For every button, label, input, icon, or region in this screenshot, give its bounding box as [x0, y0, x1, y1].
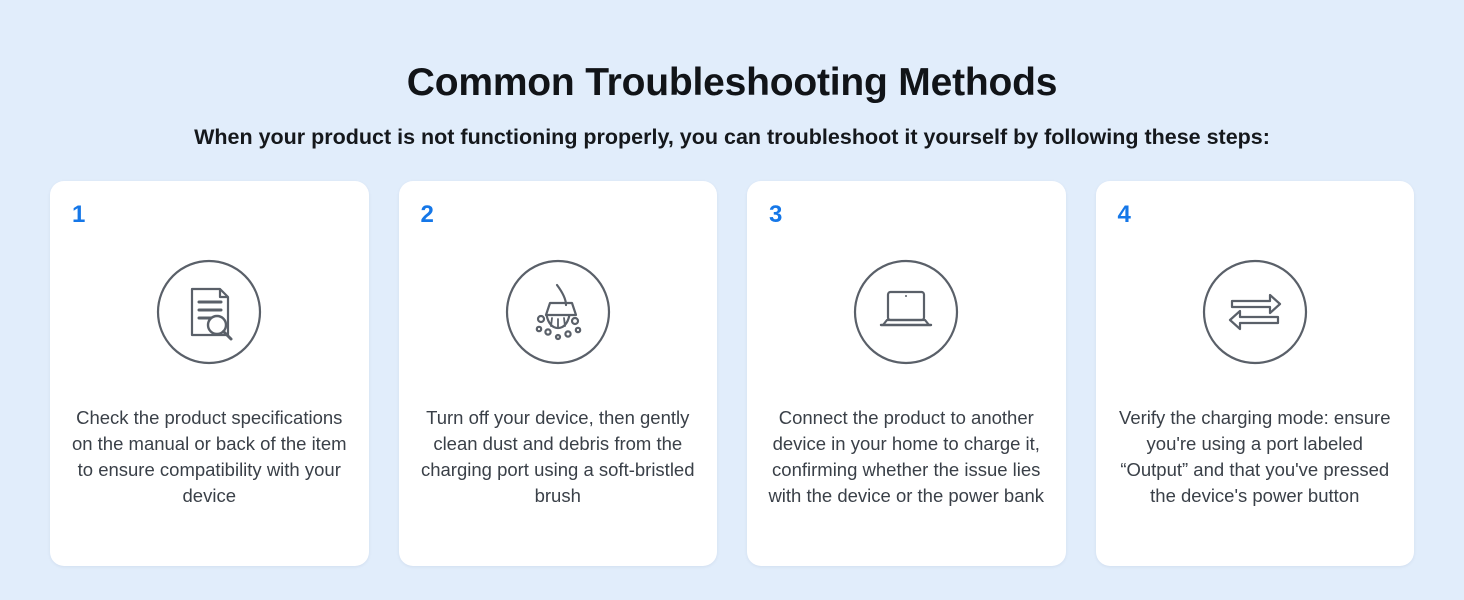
- transfer-arrows-icon: [1202, 259, 1308, 365]
- step-number: 1: [72, 200, 86, 228]
- laptop-icon: [853, 259, 959, 365]
- page-subtitle: When your product is not functioning properly, you can troubleshoot it yourself by following these steps:: [194, 124, 1270, 149]
- step-card-1: [50, 181, 369, 566]
- step-description: Turn off your device, then gently clean dust and debris from the charging port using a soft-bristled brush: [420, 406, 695, 506]
- step-number: 4: [1117, 200, 1131, 228]
- step-card-4: [1096, 181, 1415, 566]
- step-card-2: [399, 181, 718, 566]
- step-description: Verify the charging mode: ensure you're using a port labeled “Output” and that you've pressed the device's power button: [1119, 406, 1391, 506]
- steps-container: [50, 181, 1414, 566]
- cleaning-brush-icon: [505, 259, 611, 365]
- step-description: Connect the product to another device in your home to charge it, confirming whether the issue lies with the device or the power bank: [768, 406, 1045, 506]
- step-card-3: [747, 181, 1066, 566]
- document-search-icon: [156, 259, 262, 365]
- step-number: 3: [769, 200, 783, 228]
- step-number: 2: [420, 200, 434, 228]
- page-title: Common Troubleshooting Methods: [406, 61, 1058, 104]
- step-description: Check the product specifications on the manual or back of the item to ensure compatibility with your device: [71, 406, 347, 506]
